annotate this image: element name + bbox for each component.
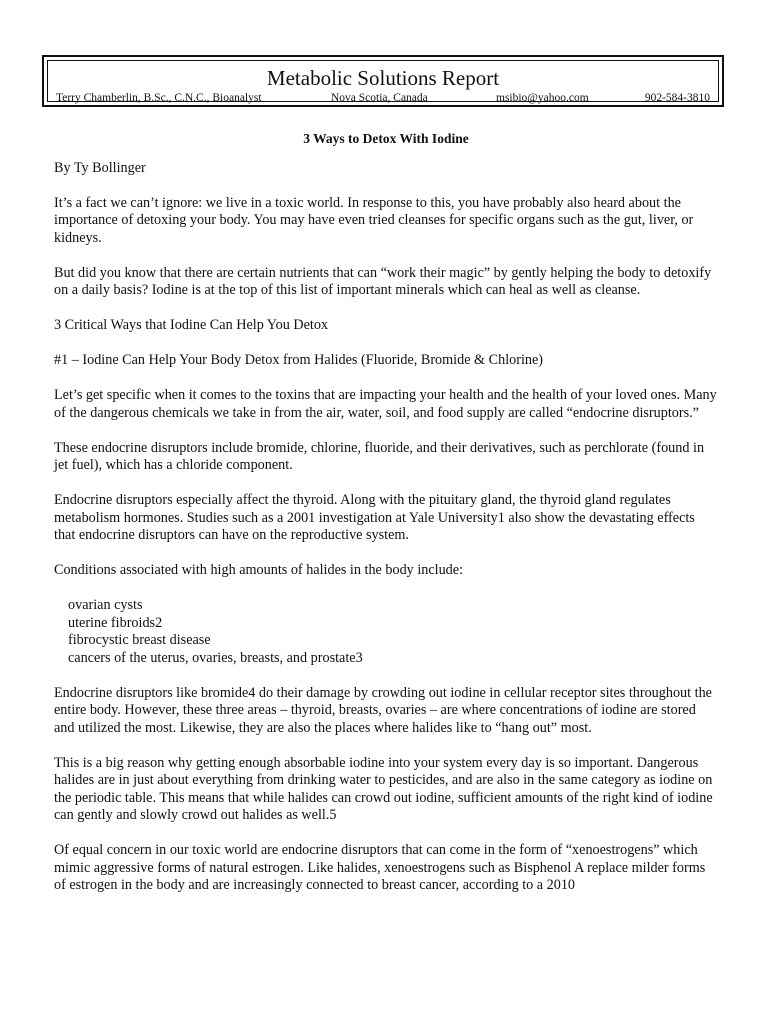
paragraph: This is a big reason why getting enough absorbable iodine into your system every day is so important. Dangerous halides are in just about everything from drinking water to pesticides, and are also in the same category as iodine on the periodic table. This means that while halides can crowd out iodine, sufficient amounts of the right kind of iodine can gently and slowly crowd out halides as well.5 <box>54 754 713 823</box>
conditions-list <box>54 597 718 667</box>
author-location: Nova Scotia, Canada <box>331 92 428 104</box>
list-item: fibrocystic breast disease <box>68 632 211 648</box>
report-header-inner-border <box>47 60 719 102</box>
article-body <box>54 130 718 912</box>
article-byline: By Ty Bollinger <box>54 159 146 176</box>
section-heading: 3 Critical Ways that Iodine Can Help You Detox <box>54 317 329 333</box>
subheading: #1 – Iodine Can Help Your Body Detox from Halides (Fluoride, Bromide & Chlorine) <box>54 352 544 368</box>
list-item: ovarian cysts <box>68 597 143 613</box>
paragraph: Conditions associated with high amounts of halides in the body include: <box>54 562 464 578</box>
author-email: msibio@yahoo.com <box>496 92 589 104</box>
report-title: Metabolic Solutions Report <box>266 66 500 90</box>
paragraph: It’s a fact we can’t ignore: we live in a toxic world. In response to this, you have probably also heard about the importance of detoxing your body. You may have even tried cleanses for specific organs such as the gut, liver, or kidneys. <box>54 194 694 246</box>
author-phone: 902-584-3810 <box>644 92 710 104</box>
report-header <box>42 55 724 107</box>
list-item: uterine fibroids2 <box>68 614 163 631</box>
author-credentials: Terry Chamberlin, B.Sc., C.N.C., Bioanalyst <box>56 92 262 104</box>
list-item: cancers of the uterus, ovaries, breasts, and prostate3 <box>68 649 363 666</box>
paragraph: Of equal concern in our toxic world are endocrine disruptors that can come in the form of “xenoestrogens” which mimic aggressive forms of natural estrogen. Like halides, xenoestrogens such as Bisphenol A replace milder forms of estrogen in the body and are increasingly connected to breast cancer, according to a 2010 <box>54 842 706 893</box>
paragraph: These endocrine disruptors include bromide, chlorine, fluoride, and their derivatives, such as perchlorate (found in jet fuel), which has a chloride component. <box>54 439 705 473</box>
paragraph: Endocrine disruptors especially affect the thyroid. Along with the pituitary gland, the thyroid gland regulates metabolism hormones. Studies such as a 2001 investigation at Yale University1 also show the devastating effects that endocrine disruptors can have on the reproductive system. <box>54 492 695 543</box>
paragraph: Let’s get specific when it comes to the toxins that are impacting your health and the health of your loved ones. Many of the dangerous chemicals we take in from the air, water, soil, and food supply are called “endocrine disruptors.” <box>54 387 717 421</box>
article-title: 3 Ways to Detox With Iodine <box>303 131 469 146</box>
paragraph: Endocrine disruptors like bromide4 do their damage by crowding out iodine in cellular receptor sites throughout the entire body. However, these three areas – thyroid, breasts, ovaries – are where concentrations of iodine are stored and utilized the most. Likewise, they are also the places where halides like to “hang out” most. <box>54 684 712 736</box>
paragraph: But did you know that there are certain nutrients that can “work their magic” by gently helping the body to detoxify on a daily basis? Iodine is at the top of this list of important minerals which can heal as well as cleanse. <box>54 264 712 298</box>
